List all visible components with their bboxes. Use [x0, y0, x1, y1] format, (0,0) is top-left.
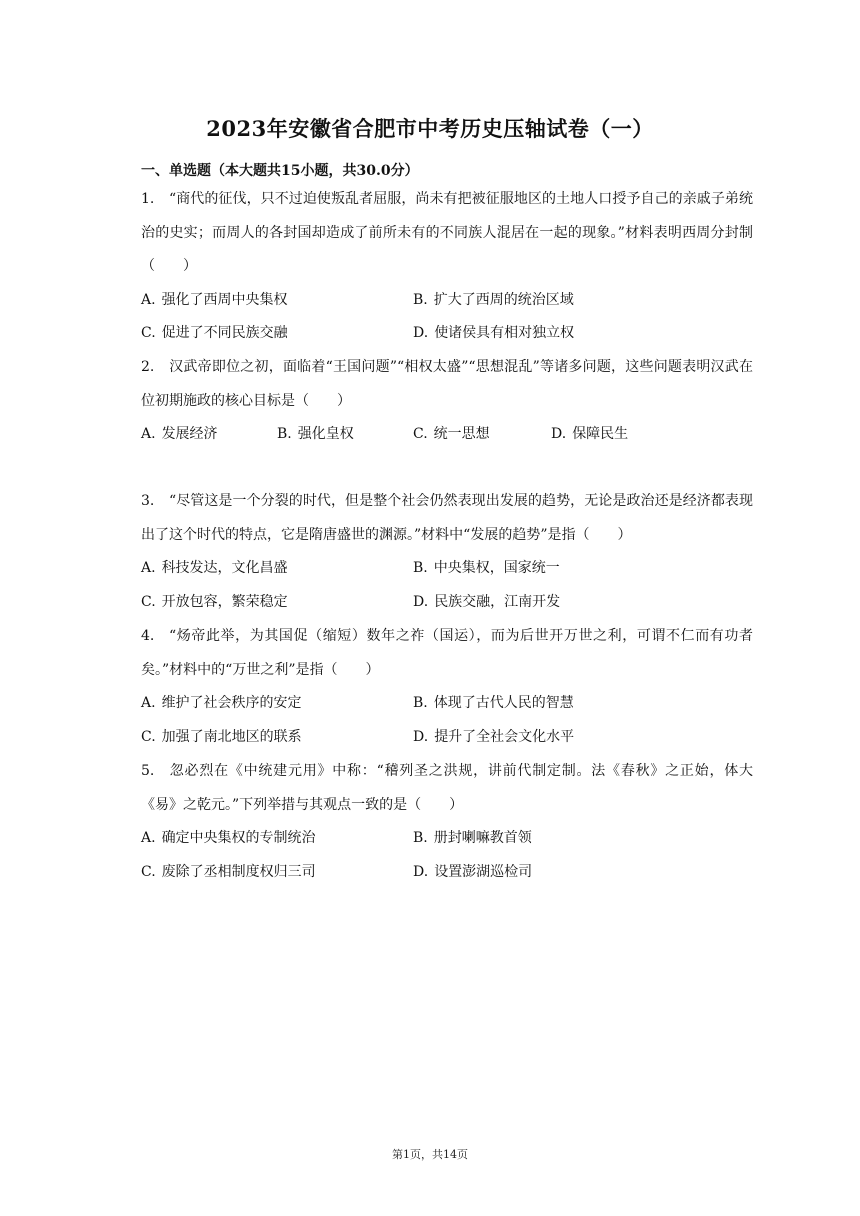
- question-stem: [141, 351, 753, 418]
- page-title: 2023年安徽省合肥市中考历史压轴试卷（一）: [206, 116, 654, 141]
- question-stem: [141, 183, 753, 284]
- options: [141, 418, 753, 452]
- option-d: D. 使诸侯具有相对独立权: [413, 325, 575, 341]
- question-number: 4.: [141, 628, 155, 644]
- option-b: B. 中央集权，国家统一: [413, 560, 560, 576]
- option-c: C. 统一思想: [413, 426, 490, 442]
- question-text: “尽管这是一个分裂的时代，但是整个社会仍然表现出发展的趋势，无论是政治还是经济都表现出了这个时代的特点，它是隋唐盛世的渊源。”材料中“发展的趋势”是指（ ）: [141, 493, 753, 543]
- option-c: C. 促进了不同民族交融: [141, 325, 288, 341]
- question-1: [141, 183, 753, 351]
- option-b: B. 体现了古代人民的智慧: [413, 695, 574, 711]
- section-heading: 一、单选题（本大题共15小题，共30.0分）: [141, 163, 419, 179]
- question-text: “炀帝此举，为其国促（缩短）数年之祚（国运），而为后世开万世之利，可谓不仁而有功者矣。”材料中的“万世之利”是指（ ）: [141, 628, 753, 678]
- option-a: A. 科技发达，文化昌盛: [141, 560, 288, 576]
- question-number: 5.: [141, 763, 155, 779]
- option-a: A. 维护了社会秩序的安定: [141, 695, 302, 711]
- option-b: B. 册封喇嘛教首领: [413, 830, 532, 846]
- question-4: [141, 620, 753, 754]
- options: [141, 284, 753, 351]
- option-a: A. 确定中央集权的专制统治: [141, 830, 316, 846]
- question-stem: [141, 755, 753, 822]
- options: [141, 822, 753, 889]
- question-text: 汉武帝即位之初，面临着“王国问题”“相权太盛”“思想混乱”等诸多问题，这些问题表明汉武在位初期施政的核心目标是（ ）: [141, 359, 753, 409]
- question-3: [141, 485, 753, 619]
- question-2: [141, 351, 753, 452]
- question-number: 1.: [141, 191, 155, 207]
- question-stem: [141, 485, 753, 552]
- option-d: D. 提升了全社会文化水平: [413, 728, 575, 745]
- question-stem: [141, 620, 753, 687]
- question-text: “商代的征伐，只不过迫使叛乱者屈服，尚未有把被征服地区的土地人口授予自己的亲戚子弟统治的史实；而周人的各封国却造成了前所未有的不同族人混居在一起的现象。”材料表明西周分封制（ ）: [141, 191, 753, 274]
- question-number: 2.: [141, 359, 155, 375]
- option-d: D. 保障民生: [551, 426, 629, 442]
- option-c: C. 加强了南北地区的联系: [141, 728, 302, 745]
- options: [141, 687, 753, 754]
- question-5: [141, 755, 753, 889]
- option-d: D. 设置澎湖巡检司: [413, 863, 533, 880]
- option-b: B. 扩大了西周的统治区域: [413, 291, 574, 308]
- option-a: A. 发展经济: [141, 426, 218, 442]
- option-d: D. 民族交融，江南开发: [413, 593, 561, 610]
- page-footer: 第1页，共14页: [392, 1148, 468, 1161]
- question-number: 3.: [141, 493, 155, 509]
- options: [141, 552, 753, 619]
- option-c: C. 开放包容，繁荣稳定: [141, 593, 288, 610]
- option-a: A. 强化了西周中央集权: [141, 291, 288, 308]
- option-c: C. 废除了丞相制度权归三司: [141, 863, 316, 880]
- option-b: B. 强化皇权: [277, 426, 354, 442]
- question-text: 忽必烈在《中统建元用》中称：“稽列圣之洪规，讲前代制定制。法《春秋》之正始，体大《易》之乾元。”下列举措与其观点一致的是（ ）: [141, 763, 753, 813]
